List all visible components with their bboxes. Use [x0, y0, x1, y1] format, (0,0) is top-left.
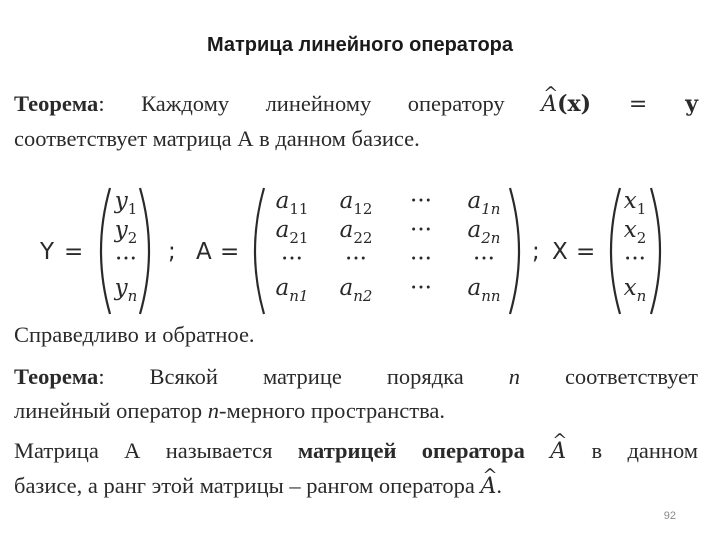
definition-end: .	[496, 473, 502, 498]
matrix-y-left-paren	[101, 188, 110, 314]
definition-text-1: Матрица А называется	[14, 438, 273, 463]
matrix-x-entry: $x_n$	[623, 275, 647, 305]
operator-hat-symbol-3: ^ A	[480, 470, 496, 504]
theorem-2-n-2: n	[207, 398, 220, 423]
matrix-a-name: A	[196, 239, 212, 265]
definition-text-3: базисе, а ранг этой матрицы – рангом оператора	[14, 473, 475, 498]
matrix-y-entry: $y_1$	[114, 188, 138, 218]
matrix-a-entry: $a_{2n}$	[467, 217, 501, 247]
theorem-2-n: n	[508, 364, 520, 389]
theorem-1-line-2: соответствует матрица А в данном базисе.	[14, 126, 420, 151]
matrix-a-entry: $a_{12}$	[339, 188, 373, 218]
theorem-2-text-3: линейный оператор	[14, 398, 203, 423]
matrix-a-entry: ···	[281, 246, 303, 272]
theorem-2-text-4: -мерного пространства.	[219, 398, 446, 423]
matrix-x-eq: =	[576, 239, 596, 265]
matrix-y-right-paren	[140, 188, 149, 314]
matrix-separator-2: ;	[532, 239, 540, 265]
theorem-1-text-1: Каждому линейному оператору	[141, 91, 505, 116]
matrix-y-entry: ···	[115, 246, 137, 272]
theorem-1-formula	[541, 92, 698, 117]
converse-text: Справедливо и обратное.	[14, 322, 255, 347]
definition-bold: матрицей оператора	[297, 438, 525, 463]
matrix-x-left-paren	[611, 188, 620, 314]
matrix-a-entry: $a_{nn}$	[467, 275, 501, 305]
matrix-y-entry: $y_2$	[114, 217, 138, 247]
matrix-a-eq: =	[220, 239, 240, 265]
theorem-1-arg: (x)	[557, 91, 592, 117]
theorem-2-label: Теорема	[14, 364, 99, 389]
matrix-a-entry: ···	[410, 246, 432, 272]
matrix-x-entry: $x_2$	[623, 217, 647, 247]
theorem-2-colon: :	[98, 364, 105, 389]
matrix-a-right-paren	[510, 188, 519, 314]
matrix-y-eq: =	[64, 239, 84, 265]
definition	[14, 434, 698, 504]
matrix-x-entry: ···	[624, 246, 646, 272]
matrix-x-entry: $x_1$	[623, 188, 647, 218]
matrix-a-entry: ···	[473, 246, 495, 272]
theorem-1-colon: :	[98, 91, 105, 116]
theorem-2	[14, 360, 698, 428]
theorem-2-line-1	[14, 360, 698, 394]
definition-line-1	[14, 434, 698, 469]
theorem-1-label: Теорема	[14, 91, 99, 116]
matrix-a-entry: ···	[410, 217, 432, 243]
page-number: 92	[663, 510, 676, 522]
theorem-1-eq: =	[628, 92, 648, 117]
matrix-a-entry: $a_{21}$	[275, 217, 309, 247]
operator-hat-symbol: ^ A	[541, 88, 557, 122]
operator-hat-symbol-2: ^ A	[550, 435, 566, 469]
matrix-a-entry: ···	[410, 188, 432, 214]
matrix-y-entry: $y_n$	[114, 275, 138, 305]
theorem-2-line-2	[14, 394, 698, 428]
matrix-a-entry: ···	[410, 275, 432, 301]
theorem-1-rhs: y	[685, 91, 698, 117]
matrix-a-entry: $a_{n2}$	[339, 275, 373, 305]
matrix-a-entry: $a_{22}$	[339, 217, 373, 247]
matrix-equations	[0, 186, 720, 316]
theorem-2-text-1: Всякой матрице порядка	[149, 364, 464, 389]
theorem-1	[14, 87, 698, 156]
slide-title: Матрица линейного оператора	[206, 34, 514, 56]
theorem-2-text-2: соответствует	[564, 364, 698, 389]
definition-line-2	[14, 469, 698, 504]
theorem-1-line-1	[14, 87, 698, 122]
matrix-a-entry: ···	[345, 246, 367, 272]
matrix-a-entry: $a_{1n}$	[467, 188, 501, 218]
definition-text-2: в данном	[591, 438, 699, 463]
matrix-x-name: X	[552, 239, 568, 265]
matrix-a-left-paren	[255, 188, 264, 314]
operator-symbol-2	[480, 474, 496, 499]
matrix-separator: ;	[168, 239, 176, 265]
matrix-a-entry: $a_{11}$	[275, 188, 309, 218]
operator-symbol	[550, 439, 566, 464]
matrix-a-entry: $a_{n1}$	[275, 275, 309, 305]
matrix-x-right-paren	[651, 188, 660, 314]
matrix-y-name: Y	[40, 239, 55, 265]
converse-statement	[14, 318, 698, 352]
